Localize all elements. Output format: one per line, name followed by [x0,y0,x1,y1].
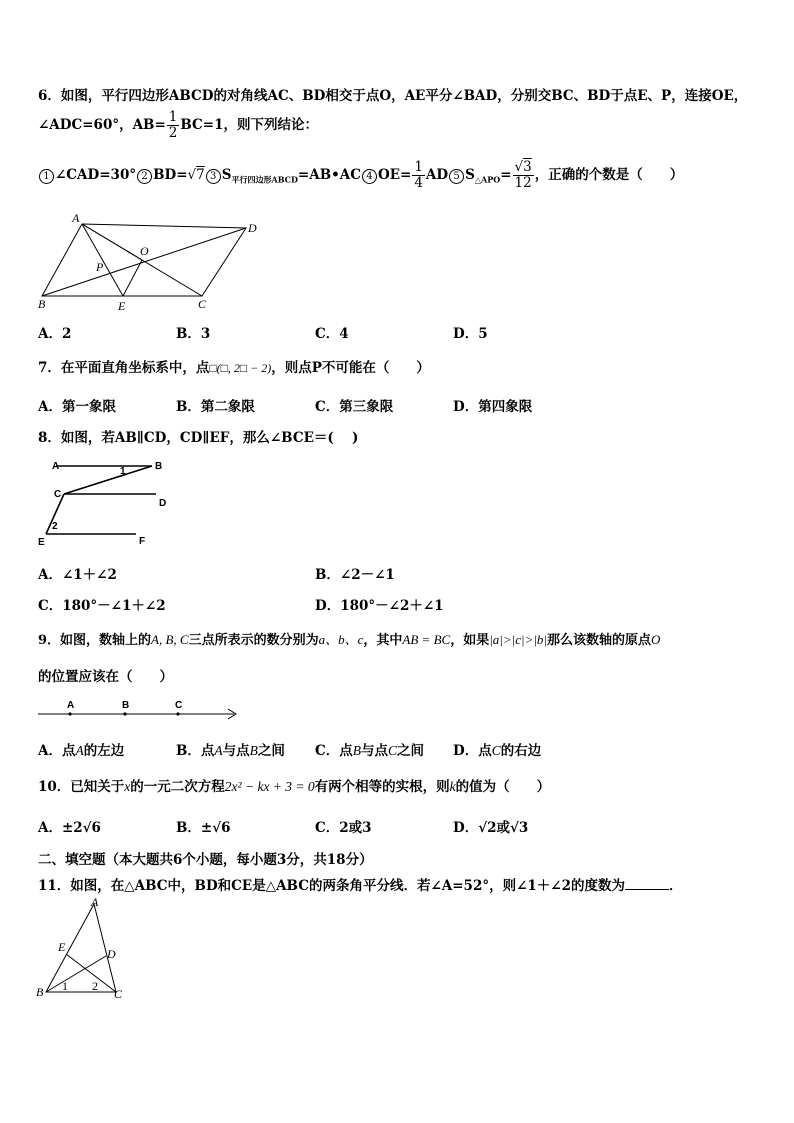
q9-mid1: 三点所表示的数分别为 [188,633,319,648]
q9-d-var: C [491,743,501,758]
q6-frac-num: 1 [168,109,178,125]
label-c: C [114,987,123,1000]
q10-var-k: k [449,779,456,794]
q6-c1-text: ∠CAD=30° [55,166,137,183]
q6-line2 [38,110,318,141]
q8-option-c[interactable]: C．180°－∠1＋∠2 [38,598,166,614]
q7-option-a[interactable]: A．第一象限 [38,399,116,415]
q6-option-c[interactable]: C．4 [315,326,349,342]
line-bc [64,466,152,494]
q6-tail: ，正确的个数是（ ） [534,166,684,183]
label-e: E [118,299,126,313]
q6-c4-number: 4 [362,169,377,184]
q9-pre: 9．如图，数轴上的 [38,633,152,648]
q10-option-b[interactable]: B．±√6 [176,820,231,836]
q9-a-post: 的左边 [83,743,125,759]
q6-option-a[interactable]: A．2 [38,326,72,342]
q9-c-post: 之间 [397,743,425,759]
q10-mid1: 的一元二次方程 [130,779,225,795]
q6-line2-pre: ∠ADC=60°，AB= [38,116,166,133]
triangle-abc [46,904,116,992]
q9-b-var: A [214,743,223,758]
label-o: O [140,244,149,258]
q10-equation: 2x² − kx + 3 = 0 [224,779,315,794]
q9-d-post: 的右边 [500,743,542,759]
label-p: P [96,260,104,274]
section-2-heading: 二、填空题（本大题共6个小题，每小题3分，共18分） [38,852,373,868]
q6-c5-frac-num: √3 [514,159,532,175]
q11-tail: ． [669,878,683,894]
q10-option-c[interactable]: C．2或3 [315,820,372,836]
q9-number-line [36,698,242,724]
q10-pre: 10．已知关于 [38,779,125,795]
label-b: B [38,297,46,311]
q6-fraction [167,110,180,141]
q9-inequality: |a|>|c|>|b| [489,632,547,647]
label-angle-2: 2 [52,521,58,532]
q9-origin: O [651,632,661,647]
q8-stem: 8．如图，若AB∥CD，CD∥EF，那么∠BCE＝( ) [38,430,359,446]
label-e: E [38,537,45,548]
label-d: D [107,947,116,961]
label-a: A [91,896,99,909]
q7-option-d[interactable]: D．第四象限 [453,399,533,415]
q6-c3-rest: =AB•AC [297,166,361,183]
q9-stem [38,629,660,648]
q10-option-a[interactable]: A．±2√6 [38,820,101,836]
q6-c4-fraction [412,160,425,191]
label-c: C [198,297,207,311]
q9-mid3: ，如果 [450,633,490,648]
q11-text: 11．如图，在△ABC中，BD和CE是△ABC的两条角平分线．若∠A=52°，则∠1＋∠2的度数为 [38,878,626,894]
q7-text-post: ，则点P不可能在（ ） [271,360,430,376]
label-angle-2: 2 [92,979,98,993]
q11-stem [38,874,683,894]
q10-mid2: 有两个相等的实根，则 [314,779,450,795]
q6-c4-rest: AD [425,166,449,183]
q9-line2: 的位置应该在（ ） [38,669,173,685]
q6-c5-text: S [465,166,475,183]
q8-option-b[interactable]: B．∠2－∠1 [315,567,395,583]
label-a: A [52,461,60,472]
label-angle-1: 1 [62,979,68,993]
q9-option-c[interactable] [315,739,424,759]
q6-frac-den: 2 [168,124,178,141]
q9-c-pre: C．点 [315,743,353,759]
q10-stem [38,775,550,795]
q7-option-b[interactable]: B．第二象限 [176,399,255,415]
q6-parallelogram-figure [36,212,266,314]
q6-c4-text: OE= [377,166,412,183]
q6-conclusions [38,160,683,191]
segment-ao [82,224,142,260]
q6-c2-number: 2 [137,169,152,184]
q9-c-var2: C [388,743,398,758]
q7-stem [38,356,430,376]
label-e: E [58,940,66,954]
q9-b-pre: B．点 [176,743,215,759]
q9-b-post: 之间 [257,743,285,759]
q9-c-var: B [352,743,361,758]
point-a [68,712,71,715]
label-b: B [122,700,130,711]
q6-c5-number: 5 [449,169,464,184]
q9-option-a[interactable] [38,739,124,759]
parallelogram-abcd [42,224,246,296]
q9-mid4: 那么该数轴的原点 [546,633,651,648]
q6-c2-sqrt: √7 [187,166,205,183]
q6-c1-number: 1 [39,169,54,184]
q6-c5-sub: △APO [474,174,501,185]
q9-option-b[interactable] [176,739,285,759]
label-d: D [248,221,257,235]
q6-option-d[interactable]: D．5 [453,326,488,342]
q6-line2-post: BC=1，则下列结论： [180,116,319,133]
q7-text-pre: 7．在平面直角坐标系中，点 [38,360,210,376]
q9-b-mid: 与点 [222,743,250,759]
q10-post: 的值为（ ） [455,779,551,795]
q6-c3-text: S [221,166,232,183]
q9-a-var: A [75,743,84,758]
point-c [176,712,179,715]
q6-c5-frac-den: 12 [514,174,532,191]
q9-a-pre: A．点 [38,743,76,759]
q9-mid2: ，其中 [363,633,403,648]
q6-c3-number: 3 [206,169,221,184]
q6-c2-text: BD= [153,166,188,183]
q9-c-mid: 与点 [361,743,388,759]
label-a: A [72,212,80,225]
q6-c4-frac-num: 1 [414,159,423,175]
q7-point: □(□, 2□ − 2) [209,361,272,375]
q6-c3-sub: 平行四边形ABCD [231,174,298,185]
label-b: B [155,461,163,472]
q9-equation: AB = BC [402,632,451,647]
label-f: F [139,536,146,547]
label-b: B [36,985,44,999]
q8-option-d[interactable]: D．180°－∠2＋∠1 [315,598,444,614]
point-b [123,712,126,715]
label-c: C [54,489,62,500]
q9-values: a、b、c [318,632,364,647]
q9-b-var2: B [249,743,258,758]
q6-c4-frac-den: 4 [414,174,423,191]
label-c: C [175,700,183,711]
diagonal-bd [42,228,246,296]
q11-answer-blank[interactable] [625,877,669,890]
q9-d-pre: D．点 [453,743,492,759]
q10-option-d[interactable]: D．√2或√3 [453,820,529,836]
q11-triangle-figure [34,896,130,1000]
q10-var-x: x [124,779,131,794]
q6-line1: 6．如图，平行四边形ABCD的对角线AC、BD相交于点O，AE平分∠BAD，分别交BC、BD于点E、P，连接OE， [38,88,748,104]
q6-c5-eq: = [500,166,512,183]
label-d: D [159,498,167,509]
q9-points: A, B, C [151,632,189,647]
q7-option-c[interactable]: C．第三象限 [315,399,394,415]
label-angle-1: 1 [120,466,126,477]
q8-option-a[interactable]: A．∠1＋∠2 [38,567,117,583]
label-a: A [67,700,75,711]
q9-option-d[interactable] [453,739,541,759]
q8-parallel-lines-figure [36,456,176,548]
q6-c5-fraction [513,160,534,191]
q6-option-b[interactable]: B．3 [176,326,211,342]
